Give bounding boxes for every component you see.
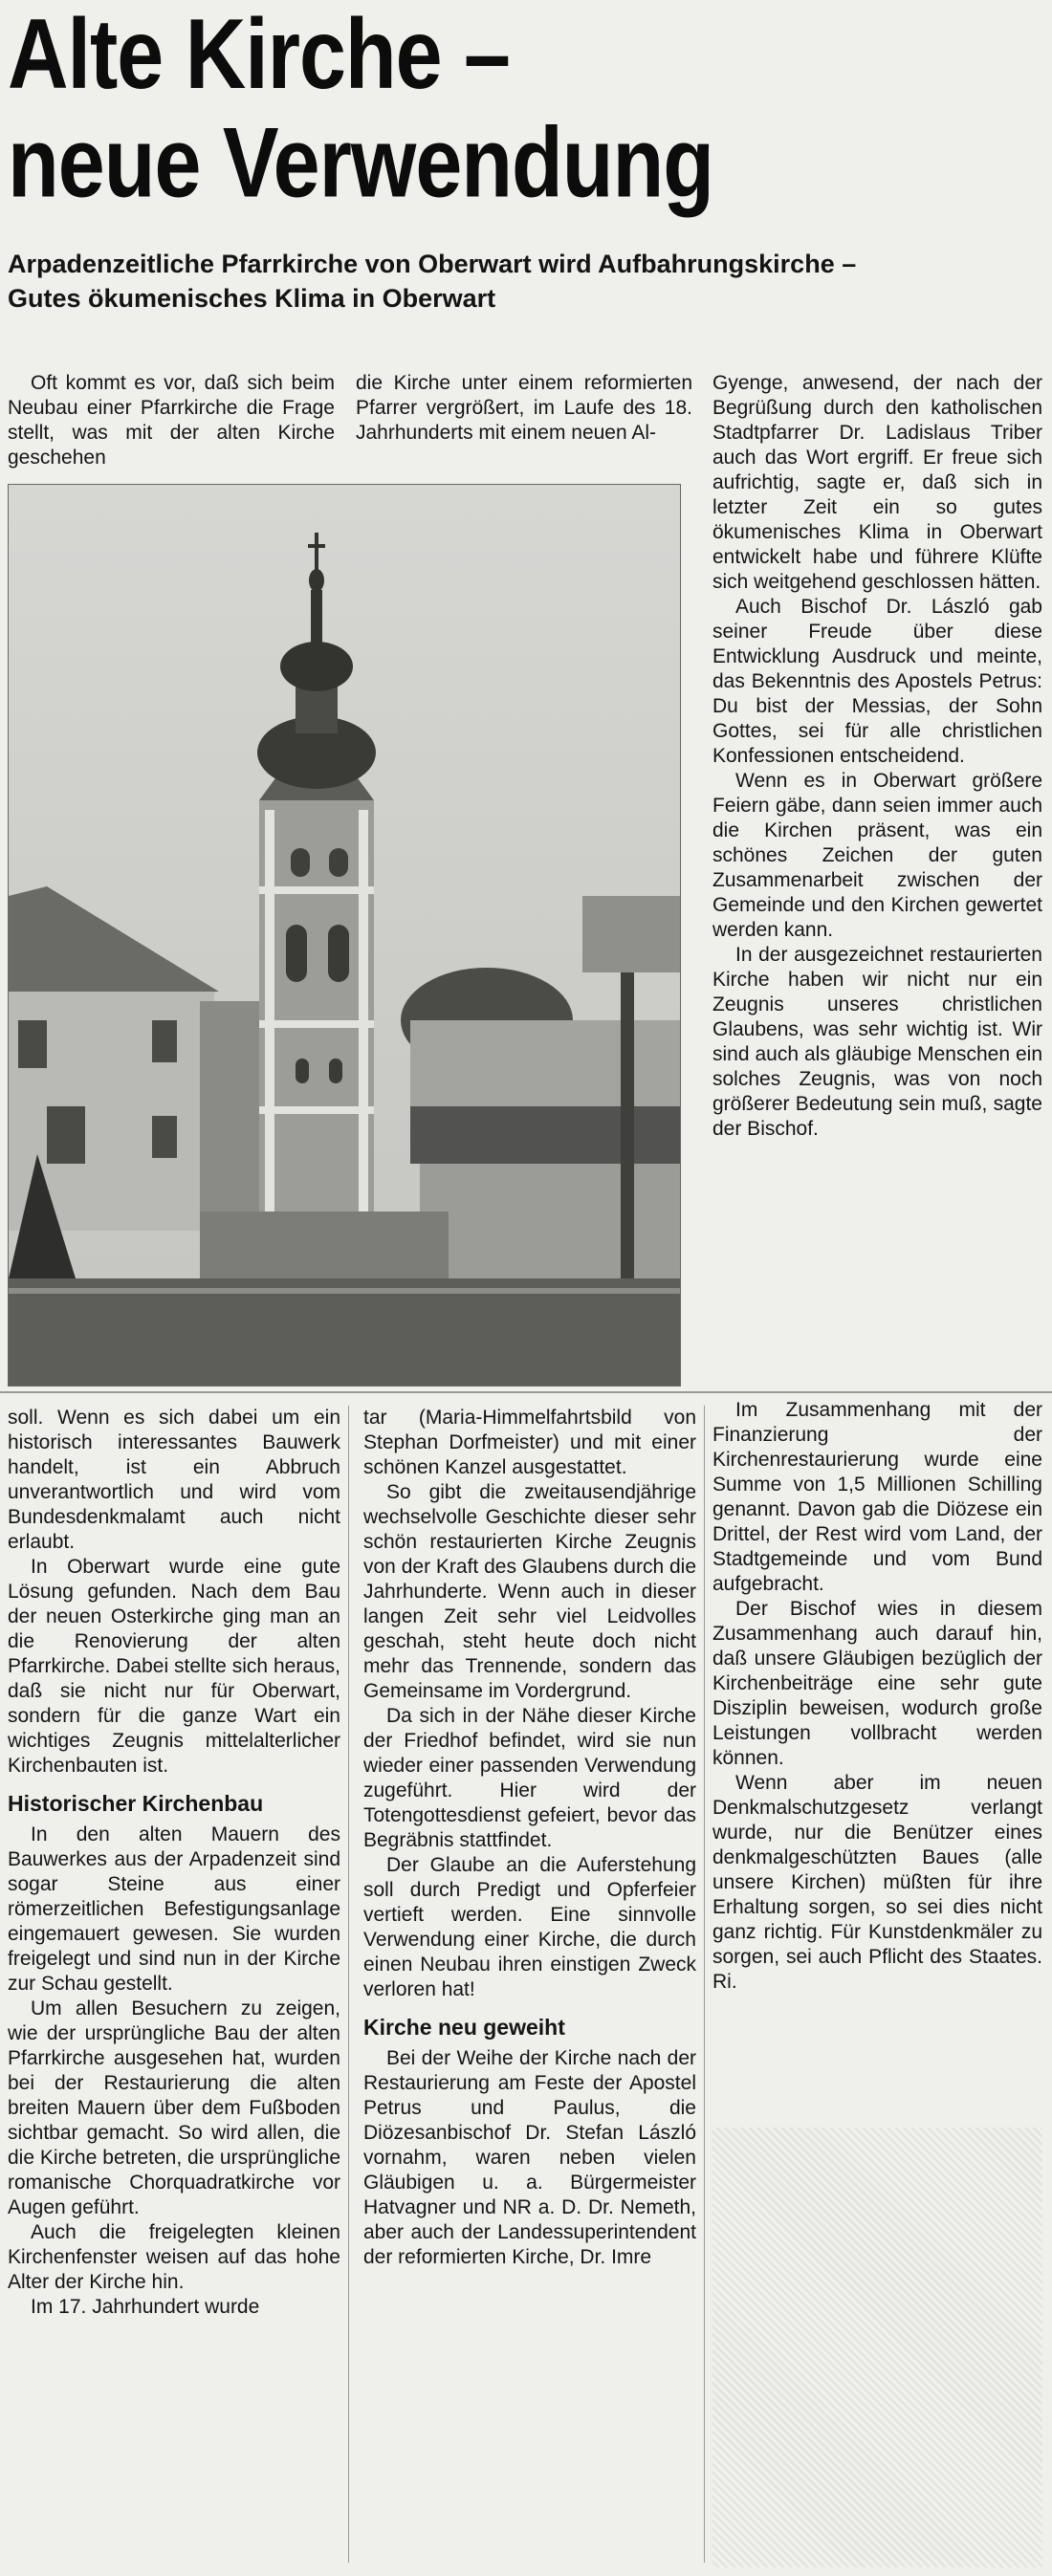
subheadline <box>8 247 1045 316</box>
column-1-top <box>8 371 335 484</box>
fold-line <box>0 1391 1052 1393</box>
column-3-top <box>712 371 1042 1385</box>
empty-halftone-area <box>712 2128 1042 2567</box>
section-heading: Historischer Kirchenbau <box>8 1791 264 1816</box>
paragraph: Oft kommt es vor, daß sich beim Neubau einer Pfarrkirche die Frage stellt, was mit der alten Kirche geschehen <box>8 372 335 469</box>
paragraph: In den alten Mauern des Bauwerkes aus der Arpadenzeit sind sogar Steine aus einer römerzeitlichen Befestigungsanlage eingemauert gewesen. Sie wurden freigelegt und sind nun in der Kirche zur Schau gestellt. <box>8 1823 340 1995</box>
spire-cross <box>315 533 318 580</box>
paragraph: Im 17. Jahrhundert wurde <box>31 2296 260 2318</box>
headline-line-1: Alte Kirche – <box>8 0 510 110</box>
stone-wall <box>200 1212 449 1288</box>
column-2-bottom <box>363 1406 696 2567</box>
paragraph: Auch Bischof Dr. László gab seiner Freude über diese Entwicklung Ausdruck und meinte, das Bekenntnis des Apostels Petrus: Du bist der Messias, der Sohn Gottes, sei für alle christlichen Konfessionen entscheidend. <box>712 596 1042 767</box>
column-2-top <box>356 371 692 484</box>
paragraph: Um allen Besuchern zu zeigen, wie der ursprüngliche Bau der alten Pfarrkirche ausgesehen hat, wurden bei der Restaurierung die alten breiten Mauern über dem Fußboden sichtbar gemacht. So wird allen, die die Kirche betreten, die ursprüngliche romanische Chorquadratkirche vor Augen geführt. <box>8 1997 340 2218</box>
column-3-bottom <box>712 1398 1042 2125</box>
column-rule <box>348 1406 349 2563</box>
paragraph: In der ausgezeichnet restaurierten Kirche haben wir nicht nur ein Zeugnis unseres christlichen Glaubens, was sehr wichtig ist. Wir sind auch als gläubige Menschen ein solches Zeugnis, was von noch größerer Bedeutung sein muß, sagte der Bischof. <box>712 944 1042 1140</box>
church-photo-illustration <box>9 485 680 1386</box>
paragraph: tar (Maria-Himmelfahrtsbild von Stephan Dorfmeister) und mit einer schönen Kanzel ausgestattet. <box>363 1407 696 1478</box>
paragraph: Wenn aber im neuen Denkmalschutzgesetz verlangt wurde, nur die Benützer eines denkmalgeschützten Baues (alle unsere Kirchen) müßten für ihre Erhaltung sorgen, so sei dies nicht ganz richtig. Für Kunstdenkmäler zu sorgen, sei auch Pflicht des Staates. Ri. <box>712 1772 1042 1993</box>
paragraph: Bei der Weihe der Kirche nach der Restaurierung am Feste der Apostel Petrus und Paulus, die Diözesanbischof Dr. Stefan László vornahm, waren neben vielen Gläubigen u. a. Bürgermeister Hatvagner und NR a. D. Dr. Nemeth, aber auch der Landessuperintendent der reformierten Kirche, Dr. Imre <box>363 2047 696 2268</box>
paragraph: In Oberwart wurde eine gute Lösung gefunden. Nach dem Bau der neuen Osterkirche ging man an die Renovierung der alten Pfarrkirche. Dabei stellte sich heraus, daß sie nicht nur für Oberwart, sondern für die ganze Wart ein wichtiges Zeugnis mittelalterlicher Kirchenbauten ist. <box>8 1556 340 1777</box>
headline-line-2: neue Verwendung <box>8 105 714 218</box>
church-photo <box>8 484 681 1386</box>
paragraph: soll. Wenn es sich dabei um ein historisch interessantes Bauwerk handelt, ist ein Abbruch unverantwortlich und wird vom Bundesdenkmalamt auch nicht erlaubt. <box>8 1407 340 1553</box>
modern-building <box>582 896 680 972</box>
paragraph: die Kirche unter einem reformierten Pfarrer vergrößert, im Laufe des 18. Jahrhunderts mit einem neuen Al- <box>356 372 692 444</box>
section-heading: Kirche neu geweiht <box>363 2015 565 2040</box>
paragraph: Im Zusammenhang mit der Finanzierung der Kirchenrestaurierung wurde eine Summe von 1,5 Millionen Schilling genannt. Davon gab die Diözese ein Drittel, der Rest wird vom Land, der Stadtgemeinde und vom Bund aufgebracht. <box>712 1399 1042 1595</box>
column-1-bottom <box>8 1406 340 2567</box>
paragraph: Der Glaube an die Auferstehung soll durch Predigt und Opferfeier vertieft werden. Eine sinnvolle Verwendung einer Kirche, die durch einen Neubau ihren einstigen Zweck verloren hat! <box>363 1854 696 2000</box>
paragraph: Wenn es in Oberwart größere Feiern gäbe, dann seien immer auch die Kirchen präsent, was ein schönes Zeichen der guten Zusammenarbeit zwischen der Gemeinde und den Kirchen gewertet werden kann. <box>712 770 1042 941</box>
paragraph: Der Bischof wies in diesem Zusammenhang auch darauf hin, daß unsere Gläubigen bezüglich der Kirchenbeiträge eine sehr gute Disziplin beweisen, wodurch große Leistungen vollbracht werden können. <box>712 1598 1042 1769</box>
paragraph: Gyenge, anwesend, der nach der Begrüßung durch den katholischen Stadtpfarrer Dr. Ladislaus Triber auch das Wort ergriff. Er freue sich aufrichtig, sagte er, daß sich in letzter Zeit ein so gutes ökumenisches Klima in Oberwart entwickelt habe und führere Klüfte sich weitgehend geschlossen hätten. <box>712 372 1042 593</box>
paragraph: Auch die freigelegten kleinen Kirchenfenster weisen auf das hohe Alter der Kirche hin. <box>8 2221 340 2293</box>
subheadline-line-1: Arpadenzeitliche Pfarrkirche von Oberwart wird Aufbahrungskirche – <box>8 250 857 278</box>
paragraph: Da sich in der Nähe dieser Kirche der Friedhof befindet, wird sie nun wieder einer passenden Verwendung zugeführt. Hier wird der Totengottesdienst gefeiert, bevor das Begräbnis stattfindet. <box>363 1705 696 1851</box>
paragraph: So gibt die zweitausendjährige wechselvolle Geschichte dieser sehr schön restaurierten Kirche Zeugnis von der Kraft des Glaubens durch die Jahrhunderte. Wenn auch in dieser langen Zeit sehr viel Leidvolles geschah, steht heute doch nicht mehr das Trennende, sondern das Gemeinsame im Vordergrund. <box>363 1481 696 1702</box>
column-rule <box>704 1406 705 2563</box>
subheadline-line-2: Gutes ökumenisches Klima in Oberwart <box>8 284 496 313</box>
headline <box>8 0 1041 217</box>
ground <box>9 1278 680 1386</box>
church-tower <box>259 800 374 1212</box>
